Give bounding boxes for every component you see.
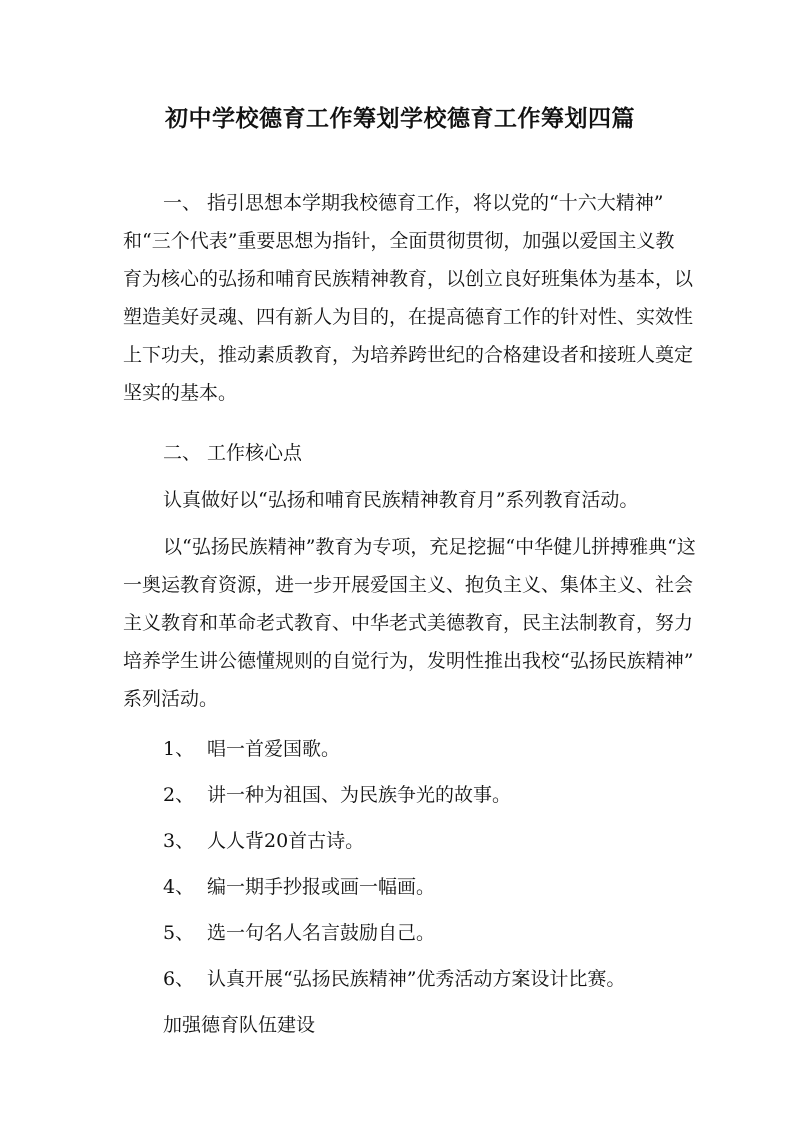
section2-paragraph-line: 培养学生讲公德懂规则的自觉行为，发明性推出我校“弘扬民族精神” bbox=[123, 650, 694, 672]
list-item bbox=[163, 967, 625, 991]
section1-line: 上下功夫，推动素质教育，为培养跨世纪的合格建设者和接班人奠定 bbox=[123, 344, 694, 366]
list-item bbox=[163, 783, 511, 807]
section2-paragraph-line: 一奥运教育资源，进一步开展爱国主义、抱负主义、集体主义、社会 bbox=[123, 574, 694, 596]
list-item-number: 3、 bbox=[163, 830, 195, 852]
list-item-number: 6、 bbox=[163, 968, 195, 990]
list-item bbox=[163, 921, 435, 945]
section1-line: 和“三个代表”重要思想为指针，全面贯彻贯彻，加强以爱国主义教 bbox=[123, 230, 675, 252]
list-item bbox=[163, 875, 435, 899]
list-item bbox=[163, 829, 364, 853]
list-item-text: 人人背20首古诗。 bbox=[207, 830, 365, 852]
section2-heading: 二、 工作核心点 bbox=[163, 442, 303, 464]
section2-paragraph-line: 系列活动。 bbox=[123, 688, 219, 710]
list-item-text: 选一句名人名言鼓励自己。 bbox=[207, 922, 436, 944]
list-item-number: 4、 bbox=[163, 876, 195, 898]
section1-line: 塑造美好灵魂、四有新人为目的，在提高德育工作的针对性、实效性 bbox=[123, 306, 694, 328]
section2-paragraph-line: 以“弘扬民族精神”教育为专项，充足挖掘“中华健儿拼搏雅典“这 bbox=[163, 536, 696, 558]
section2-paragraph-line: 主义教育和革命老式教育、中华老式美德教育，民主法制教育，努力 bbox=[123, 612, 694, 634]
list-item-text: 唱一首爱国歌。 bbox=[207, 738, 341, 760]
list-item-text: 认真开展“弘扬民族精神”优秀活动方案设计比赛。 bbox=[207, 968, 626, 990]
section1-line: 坚实的基本。 bbox=[123, 382, 238, 404]
section1-line: 一、 指引思想本学期我校德育工作，将以党的“十六大精神” bbox=[163, 192, 664, 214]
document-title: 初中学校德育工作筹划学校德育工作筹划四篇 bbox=[165, 105, 635, 132]
closing-heading: 加强德育队伍建设 bbox=[163, 1014, 316, 1036]
list-item-text: 讲一种为祖国、为民族争光的故事。 bbox=[207, 784, 512, 806]
list-item-number: 1、 bbox=[163, 738, 195, 760]
section1-line: 育为核心的弘扬和哺育民族精神教育，以创立良好班集体为基本，以 bbox=[123, 268, 694, 290]
list-item-number: 5、 bbox=[163, 922, 195, 944]
section2-intro: 认真做好以“弘扬和哺育民族精神教育月”系列教育活动。 bbox=[163, 489, 639, 511]
list-item-number: 2、 bbox=[163, 784, 195, 806]
list-item-text: 编一期手抄报或画一幅画。 bbox=[207, 876, 436, 898]
list-item bbox=[163, 737, 340, 761]
